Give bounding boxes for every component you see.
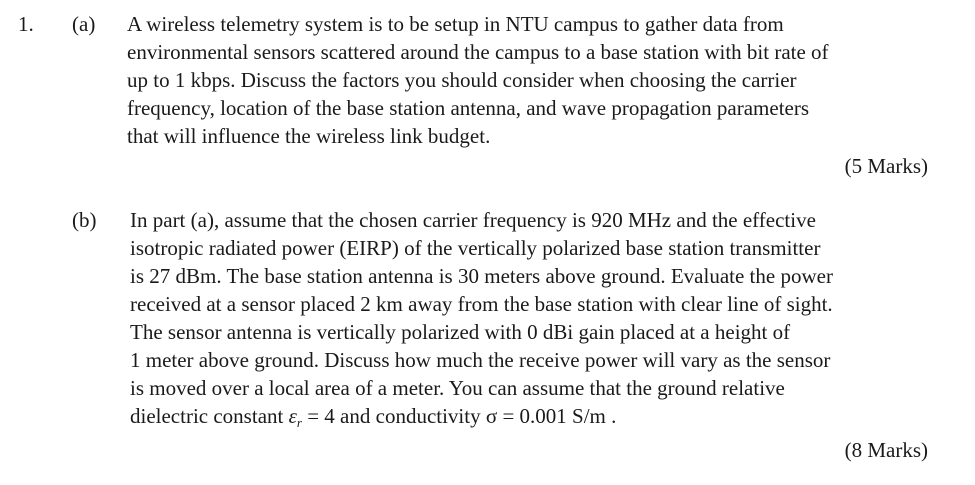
sigma-symbol: σ (485, 404, 498, 428)
part-b-line: received at a sensor placed 2 km away from the base station with clear line of sight. (130, 292, 833, 316)
text-fragment: = 4 and conductivity (301, 404, 486, 428)
part-b-text (130, 206, 930, 437)
part-a-line: up to 1 kbps. Discuss the factors you should consider when choosing the carrier (127, 68, 797, 92)
part-a-marks: (5 Marks) (844, 154, 928, 178)
epsilon-subscript: r (296, 415, 302, 430)
part-b-line: is 27 dBm. The base station antenna is 30 meters above ground. Evaluate the power (130, 264, 833, 288)
part-a-line: environmental sensors scattered around the campus to a base station with bit rate of (127, 40, 829, 64)
part-a-line: frequency, location of the base station antenna, and wave propagation parameters (127, 96, 810, 120)
part-a-text (127, 10, 927, 150)
part-b-marks: (8 Marks) (844, 438, 928, 462)
part-b-line: 1 meter above ground. Discuss how much the receive power will vary as the sensor (130, 348, 831, 372)
part-b-line: is moved over a local area of a meter. You can assume that the ground relative (130, 376, 785, 400)
part-b-line: The sensor antenna is vertically polarized with 0 dBi gain placed at a height of (130, 320, 791, 344)
part-a-label: (a) (72, 12, 96, 36)
part-b-line: In part (a), assume that the chosen carrier frequency is 920 MHz and the effective (130, 208, 816, 232)
part-b-last-line (130, 402, 930, 437)
text-fragment: dielectric constant (130, 404, 289, 428)
question-number: 1. (18, 12, 34, 36)
part-a-line: A wireless telemetry system is to be setup in NTU campus to gather data from (127, 12, 784, 36)
part-a-line: that will influence the wireless link budget. (127, 124, 491, 148)
part-b-label: (b) (72, 208, 97, 232)
part-b-line: isotropic radiated power (EIRP) of the vertically polarized base station transmitter (130, 236, 821, 260)
epsilon-symbol: ε (288, 404, 297, 428)
text-fragment: = 0.001 S/m . (497, 404, 617, 428)
